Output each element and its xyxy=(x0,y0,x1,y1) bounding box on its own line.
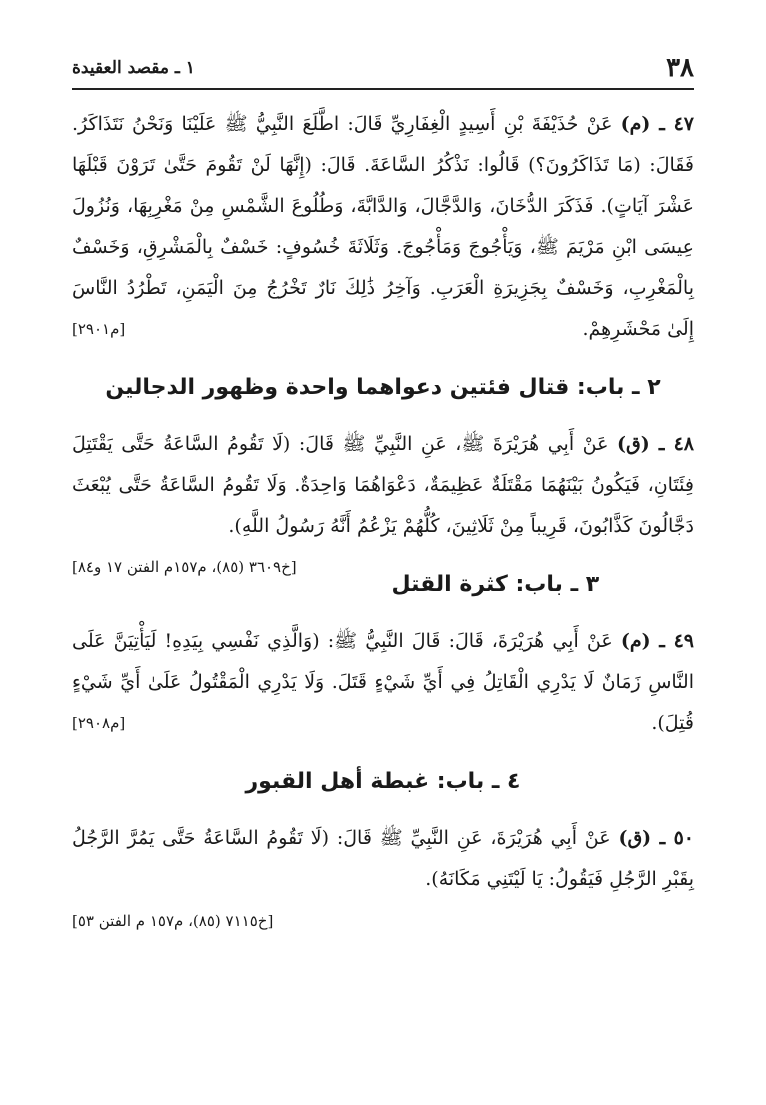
hadith-47 xyxy=(72,104,694,350)
hadith-reference: [خ٣٦٠٩ (٨٥)، م١٥٧م الفتن ١٧ و٨٤] xyxy=(72,558,297,576)
hadith-text xyxy=(72,621,694,744)
chapter-heading: ٣ ـ باب: كثرة القتل xyxy=(391,572,600,597)
hadith-49 xyxy=(72,621,694,744)
hadith-48 xyxy=(72,424,694,576)
page-header xyxy=(72,48,694,90)
hadith-number: ٤٨ ـ (ق) xyxy=(617,433,694,455)
page-number: ٣٨ xyxy=(666,53,694,83)
hadith-text xyxy=(72,818,694,900)
hadith-50 xyxy=(72,818,694,930)
hadith-body: عَنْ حُذَيْفَةَ بْنِ أَسِيدٍ الْغِفَارِيِّ قَالَ: اطَّلَعَ النَّبِيُّ ﷺ عَلَيْنَا وَنَحْنُ نَتَذَاكَرُ. فَقَالَ: (مَا تَذَاكَرُونَ؟) قَالُوا: نَذْكُرُ السَّاعَةَ. قَالَ: (إِنَّهَا لَنْ تَقُومَ حَتَّىٰ تَرَوْنَ قَبْلَهَا عَشْرَ آيَاتٍ). فَذَكَرَ الدُّخَانَ، وَالدَّجَّالَ، وَالدَّابَّةَ، وَطُلُوعَ الشَّمْسِ مِنْ مَغْرِبِهَا، وَنُزُولَ عِيسَى ابْنِ مَرْيَمَ ﷺ، وَيَأْجُوجَ وَمَأْجُوجَ. وَثَلَاثَةَ خُسُوفٍ: خَسْفٌ بِالْمَشْرِقِ، وَخَسْفٌ بِالْمَغْرِبِ، وَخَسْفٌ بِجَزِيرَةِ الْعَرَبِ. وَآخِرُ ذَٰلِكَ نَارٌ تَخْرُجُ مِنَ الْيَمَنِ، تَطْرُدُ النَّاسَ إِلَىٰ مَحْشَرِهِمْ. xyxy=(72,113,694,340)
hadith-reference: [م٢٩٠١] xyxy=(72,320,126,338)
hadith-body: عَنْ أَبِي هُرَيْرَةَ، قَالَ: قَالَ النَّبِيُّ ﷺ: (وَالَّذِي نَفْسِي بِيَدِهِ! لَيَأْتِيَنَّ عَلَى النَّاسِ زَمَانٌ لَا يَدْرِي الْقَاتِلُ فِي أَيِّ شَيْءٍ قَتَلَ. وَلَا يَدْرِي الْمَقْتُولُ عَلَىٰ أَيِّ شَيْءٍ قُتِلَ). xyxy=(72,630,694,734)
chapter-heading: ٤ ـ باب: غبطة أهل القبور xyxy=(245,769,521,794)
hadith-number: ٤٩ ـ (م) xyxy=(620,630,694,652)
hadith-reference: [خ٧١١٥ (٨٥)، م١٥٧ م الفتن ٥٣] xyxy=(72,912,274,930)
running-chapter-title: ١ ـ مقصد العقيدة xyxy=(72,58,195,78)
chapter-heading: ٢ ـ باب: قتال فئتين دعواهما واحدة وظهور الدجالين xyxy=(105,375,661,400)
hadith-text xyxy=(72,104,694,350)
hadith-reference: [م٢٩٠٨] xyxy=(72,714,126,732)
hadith-number: ٥٠ ـ (ق) xyxy=(618,827,694,849)
page-content xyxy=(72,104,694,1065)
hadith-number: ٤٧ ـ (م) xyxy=(620,113,694,135)
hadith-body: عَنْ أَبِي هُرَيْرَةَ، عَنِ النَّبِيِّ ﷺ قَالَ: (لَا تَقُومُ السَّاعَةُ حَتَّى يَمُرَّ الرَّجُلُ بِقَبْرِ الرَّجُلِ فَيَقُولُ: يَا لَيْتَنِي مَكَانَهُ). xyxy=(72,827,694,890)
hadith-body: عَنْ أَبِي هُرَيْرَةَ ﷺ، عَنِ النَّبِيِّ ﷺ قَالَ: (لَا تَقُومُ السَّاعَةُ حَتَّى يَقْتَتِلَ فِئَتَانِ، فَيَكُونُ بَيْنَهُمَا مَقْتَلَةٌ عَظِيمَةٌ، دَعْوَاهُمَا وَاحِدَةٌ. وَلَا تَقُومُ السَّاعَةُ حَتَّى يُبْعَثَ دَجَّالُونَ كَذَّابُونَ، قَرِيباً مِنْ ثَلَاثِينَ، كُلُّهُمْ يَزْعُمُ أَنَّهُ رَسُولُ اللَّهِ). xyxy=(72,433,694,537)
hadith-text xyxy=(72,424,694,576)
